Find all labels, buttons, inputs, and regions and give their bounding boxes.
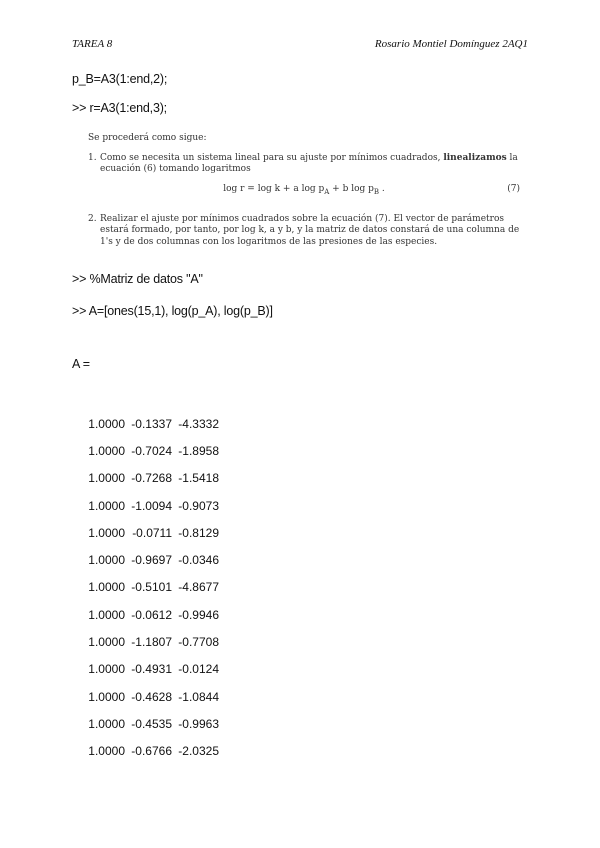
matrix-row [85, 519, 219, 546]
command-line-2: >> r=A3(1:end,3); [72, 101, 167, 115]
matrix-cell: -0.9073 [178, 498, 219, 513]
item-1-number: 1. [88, 152, 97, 163]
matrix-row [85, 738, 219, 765]
matrix-cell: -0.0612 [131, 607, 172, 622]
matrix-cell: 1.0000 [88, 689, 125, 704]
matrix-cell: 1.0000 [88, 744, 125, 759]
matrix-cell: 1.0000 [88, 662, 125, 677]
matrix-row [85, 410, 219, 437]
matrix-cell: -0.1337 [131, 416, 172, 431]
matrix-cell: -0.6766 [131, 744, 172, 759]
matrix-cell: 1.0000 [88, 553, 125, 568]
matrix-cell: -0.7024 [131, 443, 172, 458]
matrix-cell: -4.8677 [178, 580, 219, 595]
matrix-cell: 1.0000 [88, 471, 125, 486]
textbook-excerpt [88, 133, 520, 254]
excerpt-item-2 [88, 214, 520, 249]
matrix-cell: -2.0325 [178, 744, 219, 759]
matrix-row [85, 601, 219, 628]
matrix-cell: -0.9963 [178, 716, 219, 731]
equation-number: (7) [507, 183, 520, 194]
matrix-cell: -1.8958 [178, 443, 219, 458]
item-2-text: Realizar el ajuste por mínimos cuadrados sobre la ecuación (7). El vector de parámetros estará formado, por tanto, por log k, a y b, y la matriz de datos constará de una columna de 1's y de dos columnas con los logaritmos de las presiones de las especies. [100, 213, 520, 247]
matrix-row [85, 437, 219, 464]
matrix-cell: -4.3332 [178, 416, 219, 431]
matrix-cell: 1.0000 [88, 635, 125, 650]
matrix-cell: 1.0000 [88, 607, 125, 622]
header-title: TAREA 8 [72, 38, 113, 50]
item-1-text-a: Como se necesita un sistema lineal para su ajuste por mínimos cuadrados, [100, 152, 444, 163]
excerpt-item-1 [88, 153, 520, 176]
matrix-cell: -0.9946 [178, 607, 219, 622]
excerpt-intro: Se procederá como sigue: [88, 133, 207, 143]
matrix-cell: -0.0124 [178, 662, 219, 677]
item-1-bold: linealizamos [443, 152, 507, 163]
matrix-cell: 1.0000 [88, 525, 125, 540]
output-label: A = [72, 357, 90, 371]
matrix-cell: -0.5101 [131, 580, 172, 595]
matrix-row [85, 465, 219, 492]
matrix-row [85, 710, 219, 737]
matrix-cell: -0.0346 [178, 553, 219, 568]
matrix-cell: -0.7268 [131, 471, 172, 486]
matrix-row [85, 492, 219, 519]
header-author: Rosario Montiel Domínguez 2AQ1 [374, 38, 528, 50]
matrix-cell: -0.0711 [132, 525, 172, 540]
command-line-4: >> A=[ones(15,1), log(p_A), log(p_B)] [72, 304, 273, 318]
item-1-text-b: la ecuación (6) tomando logaritmos [100, 152, 518, 174]
matrix-cell: -1.0094 [131, 498, 172, 513]
command-line-1: p_B=A3(1:end,2); [72, 72, 168, 86]
matrix-output [85, 410, 219, 765]
matrix-cell: 1.0000 [88, 498, 125, 513]
matrix-cell: -0.4628 [131, 689, 172, 704]
matrix-cell: 1.0000 [88, 416, 125, 431]
equation-text: log r = log k + a $\log p_A + b$ $\log p_B$ . [223, 183, 385, 196]
matrix-cell: -0.9697 [131, 553, 172, 568]
matrix-cell: -0.4931 [131, 662, 172, 677]
matrix-cell: -1.5418 [178, 471, 219, 486]
matrix-row [85, 683, 219, 710]
matrix-cell: -1.0844 [178, 689, 219, 704]
matrix-row [85, 546, 219, 573]
matrix-row [85, 628, 219, 655]
matrix-row [85, 574, 219, 601]
item-2-number: 2. [88, 213, 97, 224]
matrix-cell: -0.4535 [131, 716, 172, 731]
matrix-cell: 1.0000 [88, 716, 125, 731]
command-line-3: >> %Matriz de datos "A" [72, 272, 203, 286]
matrix-cell: -0.8129 [178, 525, 219, 540]
matrix-cell: 1.0000 [88, 443, 125, 458]
matrix-row [85, 656, 219, 683]
matrix-cell: 1.0000 [88, 580, 125, 595]
matrix-cell: -0.7708 [178, 635, 219, 650]
equation-7 [88, 184, 520, 198]
matrix-cell: -1.1807 [131, 635, 172, 650]
